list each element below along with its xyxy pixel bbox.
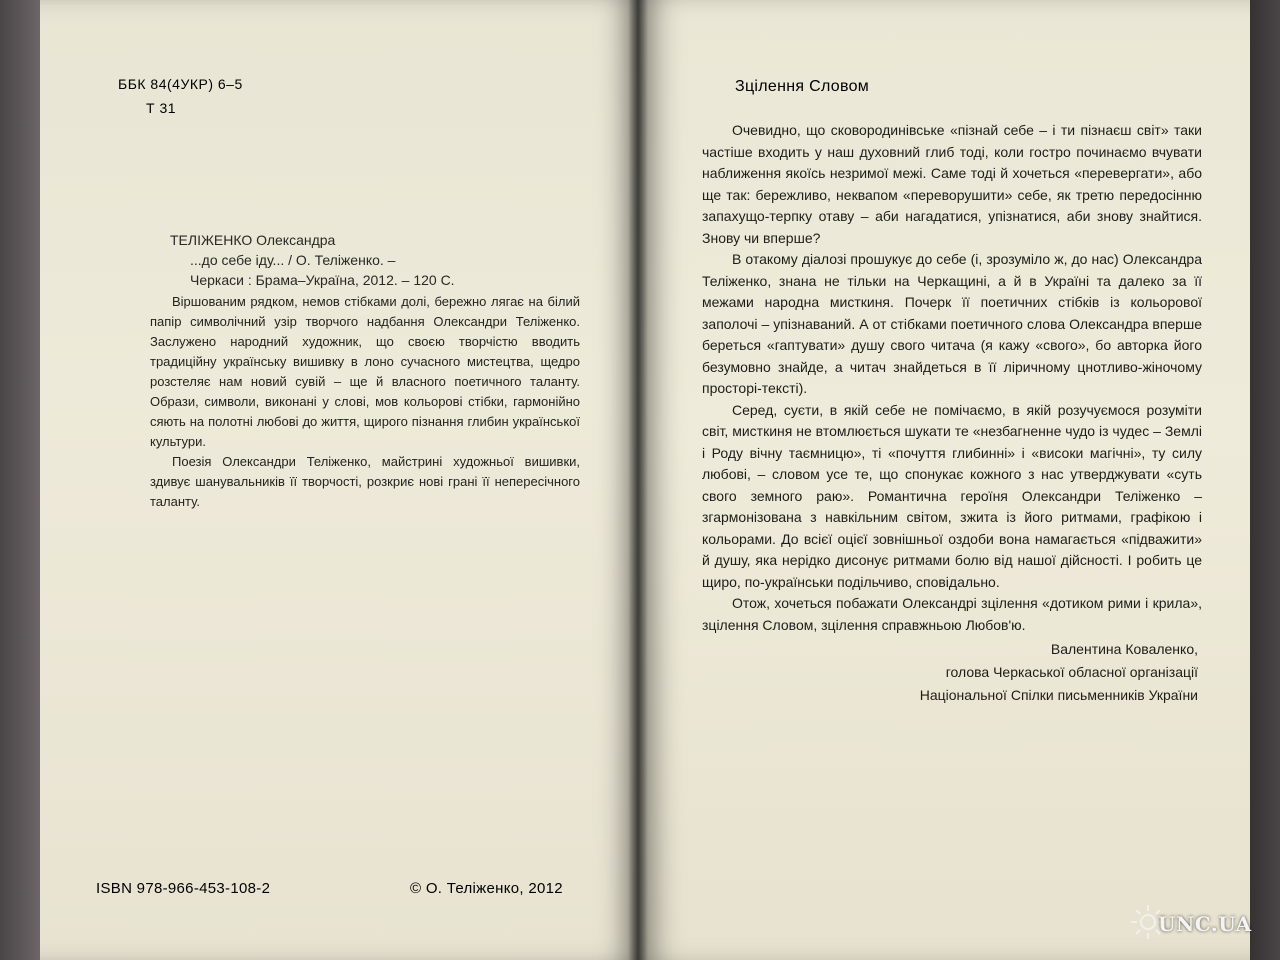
- signature-block: [798, 638, 1198, 707]
- watermark-text: UNC.UA: [1158, 912, 1252, 936]
- copyright: © О. Теліженко, 2012: [410, 880, 563, 897]
- signature-role: голова Черкаської обласної організації: [945, 664, 1198, 680]
- catalog-title: ...до себе іду... / О. Теліженко. –: [190, 252, 396, 268]
- foreword-body: [702, 120, 1202, 636]
- signature-name: Валентина Коваленко,: [1050, 641, 1198, 657]
- annotation: [150, 292, 580, 512]
- catalog-author: ТЕЛІЖЕНКО Олександра: [170, 232, 336, 248]
- book-gutter: [628, 0, 648, 960]
- foreword-paragraph: Очевидно, що сковородинівське «пізнай себе – і ти пізнаєш світ» таки частіше входить у наш духовний глиб тоді, коли гостро починаємо вчувати наближення якоїсь незримої межі. Саме тоді й хочеться «перевергати», або ще так: бережливо, неквапом «переворушити» себе, як третю передосінню запахущо-терпку отаву – аби нагадатися, упізнатися, аби знову знайтися. Знову чи вперше?: [702, 122, 1202, 246]
- author-sign: Т 31: [146, 100, 177, 116]
- isbn: ISBN 978-966-453-108-2: [96, 880, 271, 897]
- catalog-publisher: Черкаси : Брама–Україна, 2012. – 120 С.: [190, 272, 455, 288]
- signature-organization: Національної Спілки письменників України: [919, 687, 1198, 703]
- foreword-title: Зцілення Словом: [735, 78, 870, 95]
- foreword-paragraph: В отакому діалозі прошукує до себе (і, зрозуміло ж, до нас) Олександра Теліженко, знана не тільки на Черкащині, а й в Україні та далеко за її межами народна мисткиня. Почерк її поетичних стібків із кольорової заполочі – упізнаваний. А от стібками поетичного слова Олександра вперше береться «гаптувати» душу свого читача (я кажу «свого», бо авторка його безумовно знайде, а читач знайдеться в її ліричному цнотливо-жіночому просторі-тексті).: [702, 251, 1202, 396]
- catalog-record: [170, 230, 590, 290]
- foreword-paragraph: Отож, хочеться побажати Олександрі зцілення «дотиком рими і крила», зцілення Словом, зцілення справжньою Любов'ю.: [702, 595, 1202, 633]
- annotation-paragraph: Віршованим рядком, немов стібками долі, бережно лягає на білий папір символічний узір творчого надбання Олександри Теліженко. Заслужено народний художник, що своєю творчістю вводить традиційну українську вишивку в лоно сучасного мистецтва, щедро розстеляє нам новий сувій – ще й власного поетичного таланту. Образи, символи, виконані у слові, мов кольорові стібки, гармонійно сяють на полотні любові до життя, щирого пізнання глибин української культури.: [150, 294, 580, 449]
- annotation-paragraph: Поезія Олександри Теліженко, майстрині художньої вишивки, здивує шанувальників її творчості, розкриє нові грані її непересічного таланту.: [150, 454, 580, 509]
- foreword-paragraph: Серед, суєти, в якій себе не помічаємо, в якій розучуємося розуміти світ, мисткиня не втомлюється шукати те «незбагненне чудо із чудес – Землі і Роду вічну таємницю», ті «почуття глибинні» і «високи магічні», ту силу любові, – словом усе те, що спонукає кожного з нас утверджувати «суть свого земного раю». Романтична героїня Олександри Теліженко – згармонізована з навкільним світом, зжита із його ритмами, графікою і кольорами. До всієї оцієї зовнішньої оздоби вона намагається «підважити» й душу, яка нерідко дисонує ритмами болю від нашої дійсності. І робить це щиро, по-українськи подільчиво, сповідально.: [702, 401, 1202, 590]
- bbk-classification: ББК 84(4УКР) 6–5: [118, 76, 243, 92]
